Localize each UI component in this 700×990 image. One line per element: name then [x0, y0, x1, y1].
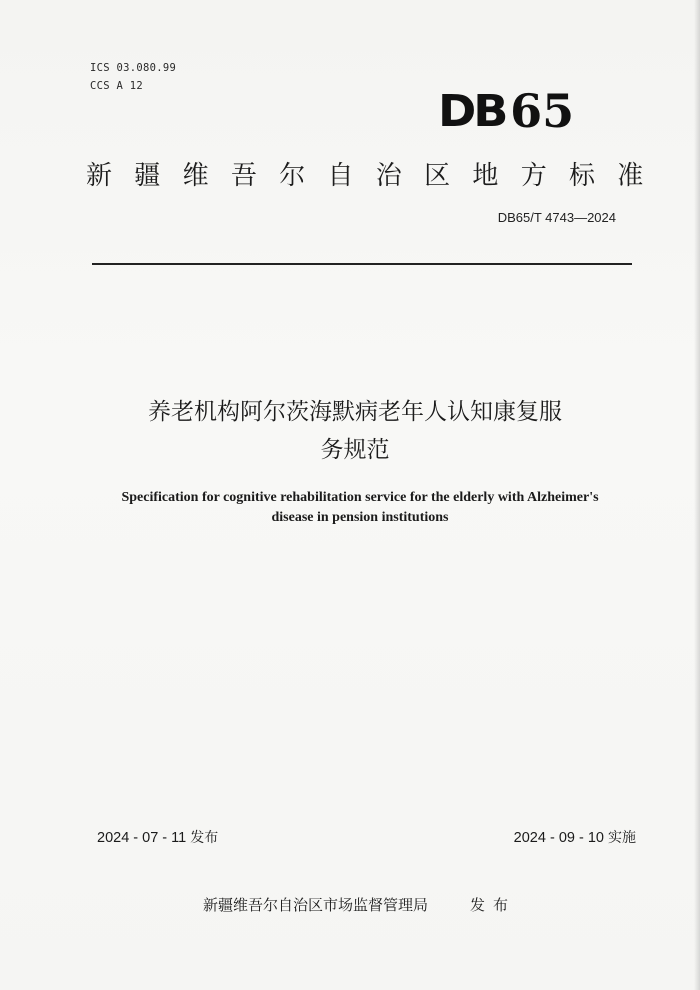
issue-date-value: 2024 - 07 - 11 [97, 830, 187, 846]
title-english-line-1: Specification for cognitive rehabilitation service for the elderly with Alzheimer's [121, 490, 599, 505]
issuing-authority-verb: 发布 [470, 896, 517, 914]
issue-date [97, 827, 218, 847]
page-edge-shadow [694, 0, 700, 990]
title-english [80, 488, 640, 528]
title-chinese-line-2: 务规范 [320, 437, 390, 463]
title-chinese [90, 393, 620, 469]
implementation-date [514, 827, 636, 847]
implementation-date-value: 2024 - 09 - 10 [513, 830, 604, 846]
title-chinese-line-1: 养老机构阿尔茨海默病老年人认知康复服 [148, 399, 562, 425]
standard-code: DB65/T 4743—2024 [497, 210, 616, 225]
issue-date-label: 发布 [190, 830, 219, 846]
ics-code: ICS 03.080.99 [90, 62, 177, 74]
issuing-authority: 新疆维吾尔自治区市场监督管理局 [203, 896, 429, 914]
db-logo-number: 65 [510, 84, 575, 138]
standard-type-heading: 新疆维吾尔自治区地方标准 [86, 161, 666, 191]
ccs-code: CCS A 12 [90, 80, 143, 92]
header-divider [92, 263, 632, 265]
db-logo-letters: DB [438, 86, 506, 137]
implementation-date-label: 实施 [608, 830, 636, 846]
db-logo [438, 84, 575, 138]
title-english-line-2: disease in pension institutions [271, 510, 449, 525]
